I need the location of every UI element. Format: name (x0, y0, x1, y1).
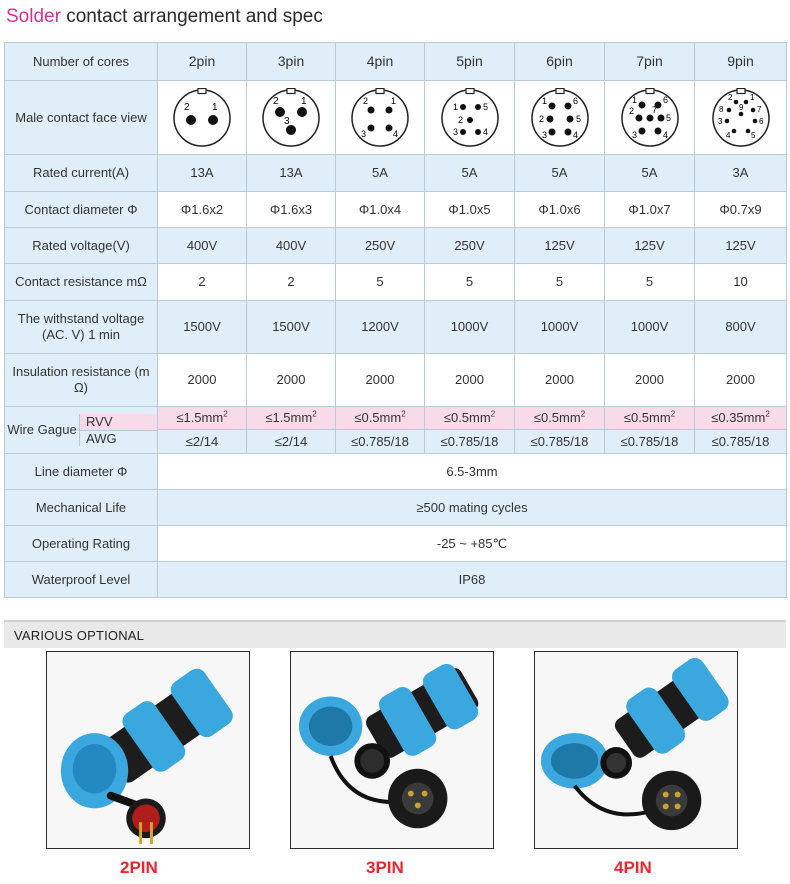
spec-cell: 1000V (515, 301, 605, 354)
rvv-value: ≤1.5mm (265, 410, 313, 426)
caption-2pin: 2PIN (120, 858, 158, 877)
spec-table (4, 42, 787, 598)
face-pin-label: 3 (631, 129, 637, 140)
header-3pin: 3pin (247, 43, 336, 81)
contact-face-6pin (530, 88, 590, 148)
face-pin-label: 1 (391, 95, 397, 106)
spec-cell: 10 (695, 264, 787, 301)
rvv-value: ≤0.5mm (623, 410, 671, 426)
header-4pin: 4pin (336, 43, 425, 81)
row-label: Insulation resistance (m Ω) (5, 354, 158, 407)
spec-row (5, 354, 787, 407)
connector-3pin-image (291, 652, 493, 848)
face-5pin (425, 81, 515, 155)
page-title (6, 6, 323, 28)
face-pin-label: 5 (665, 112, 671, 123)
contact-face-5pin (440, 88, 500, 148)
rvv-value: ≤0.5mm (533, 410, 581, 426)
connector-4pin-image (535, 652, 737, 848)
spec-cell: Φ0.7x9 (695, 192, 787, 228)
face-pin-label: 2 (457, 114, 463, 125)
face-pin-label: 1 (212, 101, 218, 113)
optional-section-header (4, 620, 786, 648)
spec-cell: 13A (158, 155, 247, 192)
spec-row (5, 264, 787, 301)
header-2pin: 2pin (158, 43, 247, 81)
merged-value: ≥500 mating cycles (158, 490, 787, 526)
contact-face-9pin (711, 88, 771, 148)
face-pin-label: 6 (572, 95, 578, 106)
spec-cell: 125V (515, 228, 605, 264)
face-pin-label: 9 (738, 102, 743, 112)
spec-cell: Φ1.0x7 (605, 192, 695, 228)
row-label: Rated current(A) (5, 155, 158, 192)
photo-2pin (46, 651, 250, 849)
spec-cell: 125V (695, 228, 787, 264)
header-5pin: 5pin (425, 43, 515, 81)
title-rest: contact arrangement and spec (60, 6, 323, 27)
spec-cell: 5 (515, 264, 605, 301)
face-pin-label: 5 (482, 101, 488, 112)
spec-row (5, 155, 787, 192)
face-pin-label: 1 (541, 95, 547, 106)
rvv-value: ≤1.5mm (176, 410, 224, 426)
face-pin-label: 3 (717, 116, 722, 126)
face-pin-label: 2 (628, 105, 634, 116)
spec-cell: Φ1.0x4 (336, 192, 425, 228)
row-label: Contact diameter Φ (5, 192, 158, 228)
contact-face-4pin (350, 88, 410, 148)
rvv-sup: 2 (223, 409, 228, 419)
rvv-cell (336, 407, 425, 430)
face-pin-label: 1 (749, 92, 754, 102)
header-label: Number of cores (5, 43, 158, 81)
spec-cell: Φ1.0x5 (425, 192, 515, 228)
spec-cell: Φ1.6x3 (247, 192, 336, 228)
spec-cell: 3A (695, 155, 787, 192)
merged-row (5, 454, 787, 490)
spec-cell: 250V (425, 228, 515, 264)
face-7pin (605, 81, 695, 155)
spec-cell: 2000 (158, 354, 247, 407)
rvv-sup: 2 (580, 409, 586, 419)
spec-cell: 1000V (605, 301, 695, 354)
caption-4pin: 4PIN (614, 858, 652, 877)
connector-2pin-image (47, 652, 249, 848)
face-pin-label: 7 (756, 104, 761, 114)
spec-cell: 1500V (247, 301, 336, 354)
face-pin-label: 3 (284, 115, 290, 127)
rvv-sup: 2 (490, 409, 496, 419)
rvv-cell (425, 407, 515, 430)
face-pin-label: 2 (538, 113, 544, 124)
header-row (5, 43, 787, 81)
contact-face-2pin (172, 88, 232, 148)
spec-cell: Φ1.6x2 (158, 192, 247, 228)
face-row (5, 81, 787, 155)
header-9pin: 9pin (695, 43, 787, 81)
face-pin-label: 1 (452, 101, 458, 112)
rvv-value: ≤0.5mm (443, 410, 491, 426)
photo-4pin (534, 651, 738, 849)
merged-row (5, 562, 787, 598)
face-pin-label: 4 (725, 130, 730, 140)
merged-row (5, 490, 787, 526)
merged-row (5, 526, 787, 562)
spec-cell: 5 (336, 264, 425, 301)
optional-title: VARIOUS OPTIONAL (14, 628, 145, 643)
face-pin-label: 2 (184, 101, 190, 113)
row-label: Operating Rating (5, 526, 158, 562)
awg-cell: ≤0.785/18 (695, 430, 787, 454)
wire-gauge-cell (5, 407, 158, 454)
spec-cell: 400V (158, 228, 247, 264)
spec-cell: 1000V (425, 301, 515, 354)
spec-cell: 2 (247, 264, 336, 301)
awg-cell: ≤2/14 (247, 430, 336, 454)
spec-cell: 1500V (158, 301, 247, 354)
spec-row (5, 301, 787, 354)
rvv-cell (515, 407, 605, 430)
contact-face-7pin (620, 88, 680, 148)
title-accent: Solder (6, 6, 61, 27)
row-label: Waterproof Level (5, 562, 158, 598)
contact-face-3pin (261, 88, 321, 148)
face-pin-label: 2 (363, 95, 369, 106)
spec-cell: 2000 (695, 354, 787, 407)
awg-cell: ≤0.785/18 (515, 430, 605, 454)
awg-cell: ≤0.785/18 (425, 430, 515, 454)
awg-cell: ≤0.785/18 (336, 430, 425, 454)
face-pin-label: 4 (572, 129, 578, 140)
row-label: Mechanical Life (5, 490, 158, 526)
spec-cell: 1200V (336, 301, 425, 354)
spec-cell: 2000 (605, 354, 695, 407)
face-6pin (515, 81, 605, 155)
spec-cell: 250V (336, 228, 425, 264)
spec-cell: 5 (425, 264, 515, 301)
face-pin-label: 1 (631, 94, 637, 105)
merged-value: -25 ~ +85℃ (158, 526, 787, 562)
spec-row (5, 228, 787, 264)
face-2pin (158, 81, 247, 155)
face-3pin (247, 81, 336, 155)
row-label: Contact resistance mΩ (5, 264, 158, 301)
awg-label: AWG (80, 430, 157, 447)
spec-cell: 2000 (336, 354, 425, 407)
spec-row (5, 192, 787, 228)
face-pin-label: 2 (273, 95, 279, 107)
face-pin-label: 4 (482, 126, 488, 137)
row-label: Line diameter Φ (5, 454, 158, 490)
spec-cell: 2 (158, 264, 247, 301)
face-pin-label: 1 (301, 95, 307, 107)
rvv-cell (605, 407, 695, 430)
spec-cell: 5A (425, 155, 515, 192)
rvv-cell (247, 407, 336, 430)
rvv-sup: 2 (312, 409, 317, 419)
merged-value: IP68 (158, 562, 787, 598)
face-pin-label: 2 (727, 92, 732, 102)
face-pin-label: 3 (452, 126, 458, 137)
face-pin-label: 3 (541, 129, 547, 140)
rvv-sup: 2 (401, 409, 406, 419)
caption-3pin: 3PIN (366, 858, 404, 877)
face-pin-label: 6 (662, 94, 668, 105)
spec-cell: 125V (605, 228, 695, 264)
rvv-value: ≤0.5mm (354, 410, 402, 426)
spec-cell: 5A (336, 155, 425, 192)
header-7pin: 7pin (605, 43, 695, 81)
rvv-sup: 2 (765, 409, 770, 419)
spec-cell: 2000 (425, 354, 515, 407)
face-pin-label: 3 (361, 128, 367, 139)
face-pin-label: 7 (651, 104, 657, 115)
spec-cell: 5A (515, 155, 605, 192)
spec-cell: 5 (605, 264, 695, 301)
spec-cell: 5A (605, 155, 695, 192)
face-pin-label: 5 (750, 130, 755, 140)
spec-cell: Φ1.0x6 (515, 192, 605, 228)
rvv-label: RVV (80, 414, 157, 430)
face-pin-label: 4 (662, 129, 668, 140)
face-4pin (336, 81, 425, 155)
row-label: The withstand voltage (AC. V) 1 min (5, 301, 158, 354)
spec-cell: 800V (695, 301, 787, 354)
spec-cell: 400V (247, 228, 336, 264)
awg-cell: ≤2/14 (158, 430, 247, 454)
face-9pin (695, 81, 787, 155)
merged-value: 6.5-3mm (158, 454, 787, 490)
wire-rvv-row (5, 407, 787, 430)
rvv-cell (695, 407, 787, 430)
rvv-cell (158, 407, 247, 430)
product-photos (0, 648, 790, 884)
rvv-value: ≤0.35mm (711, 410, 766, 426)
face-pin-label: 8 (718, 104, 723, 114)
photo-3pin (290, 651, 494, 849)
header-6pin: 6pin (515, 43, 605, 81)
spec-cell: 13A (247, 155, 336, 192)
face-pin-label: 6 (758, 116, 763, 126)
rvv-sup: 2 (670, 409, 676, 419)
face-label: Male contact face view (5, 81, 158, 155)
face-pin-label: 5 (575, 113, 581, 124)
awg-cell: ≤0.785/18 (605, 430, 695, 454)
row-label: Rated voltage(V) (5, 228, 158, 264)
spec-cell: 2000 (247, 354, 336, 407)
wire-gauge-label: Wire Gague (7, 421, 77, 437)
spec-cell: 2000 (515, 354, 605, 407)
face-pin-label: 4 (393, 128, 399, 139)
